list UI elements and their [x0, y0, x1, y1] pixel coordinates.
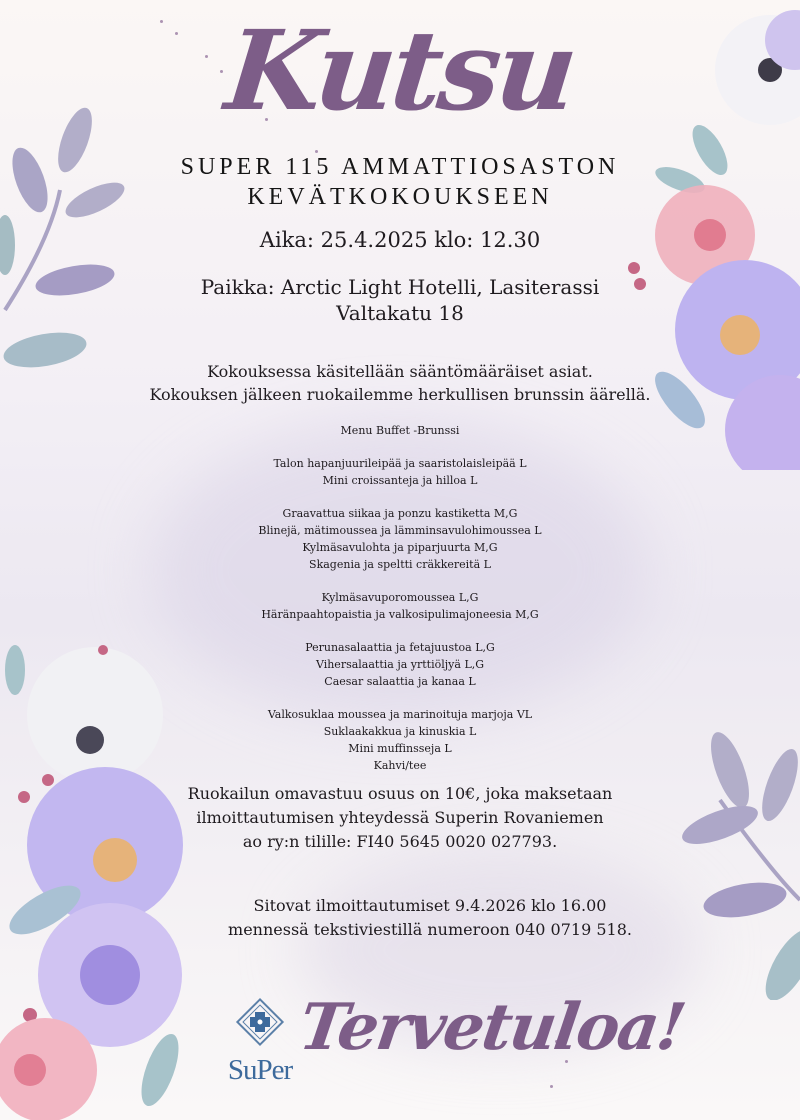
super-logo-text: SuPer	[227, 1054, 293, 1086]
heading-kutsu: Kutsu	[220, 6, 580, 135]
intro-line-2: Kokouksen jälkeen ruokailemme herkullisen brunssin äärellä.	[149, 385, 651, 404]
menu-item: Talon hapanjuurileipää ja saaristolaisleipää L	[273, 457, 527, 470]
payment-line-1: Ruokailun omavastuu osuus on 10€, joka maksetaan	[187, 784, 613, 803]
event-time: Aika: 25.4.2025 klo: 12.30	[259, 228, 541, 252]
payment-line-3: ao ry:n tilille: FI40 5645 0020 027793.	[242, 832, 558, 851]
welcome-text: Tervetuloa!	[294, 990, 689, 1065]
payment-info	[0, 782, 800, 854]
menu-item: Perunasalaattia ja fetajuustoa L,G	[305, 641, 495, 654]
menu-item: Häränpaahtopaistia ja valkosipulimajoneesia M,G	[261, 608, 539, 621]
menu-item: Kylmäsavulohta ja piparjuurta M,G	[302, 541, 498, 554]
menu-item: Caesar salaattia ja kanaa L	[324, 675, 476, 688]
menu-group	[0, 505, 800, 573]
signup-line-1: Sitovat ilmoittautumiset 9.4.2026 klo 16.00	[253, 896, 607, 915]
super-cross-emblem-icon	[234, 996, 286, 1048]
menu-group	[0, 455, 800, 489]
super-logo	[215, 996, 305, 1087]
intro-text	[0, 360, 800, 406]
menu-item: Mini muffinsseja L	[348, 742, 452, 755]
menu-item: Suklaakakkua ja kinuskia L	[323, 725, 477, 738]
place-line-1: Paikka: Arctic Light Hotelli, Lasiterassi	[200, 275, 600, 299]
speckle-dot	[550, 1085, 553, 1088]
menu-item: Mini croissanteja ja hilloa L	[322, 474, 478, 487]
menu-group	[0, 589, 800, 623]
menu-group	[0, 639, 800, 690]
payment-line-2: ilmoittautumisen yhteydessä Superin Rovaniemen	[196, 808, 604, 827]
menu-item: Valkosuklaa moussea ja marinoituja marjoja VL	[267, 708, 533, 721]
menu-group	[0, 706, 800, 774]
menu-item: Kylmäsavuporomoussea L,G	[321, 591, 479, 604]
menu-item: Blinejä, mätimoussea ja lämminsavulohimoussea L	[258, 524, 542, 537]
event-place	[0, 274, 800, 326]
menu	[0, 422, 800, 774]
place-line-2: Valtakatu 18	[336, 301, 464, 325]
subtitle-line-1: SUPER 115 AMMATTIOSASTON	[180, 154, 620, 180]
signup-info	[30, 894, 800, 942]
menu-title: Menu Buffet -Brunssi	[340, 424, 460, 437]
intro-line-1: Kokouksessa käsitellään sääntömääräiset asiat.	[207, 362, 593, 381]
menu-item: Skagenia ja speltti cräkkereitä L	[309, 558, 491, 571]
menu-item: Vihersalaattia ja yrttiöljyä L,G	[315, 658, 485, 671]
event-subtitle	[0, 152, 800, 212]
signup-line-2: mennessä tekstiviestillä numeroon 040 0719 518.	[228, 920, 632, 939]
menu-item: Kahvi/tee	[373, 759, 427, 772]
menu-item: Graavattua siikaa ja ponzu kastiketta M,G	[282, 507, 518, 520]
subtitle-line-2: KEVÄTKOKOUKSEEN	[247, 184, 553, 210]
